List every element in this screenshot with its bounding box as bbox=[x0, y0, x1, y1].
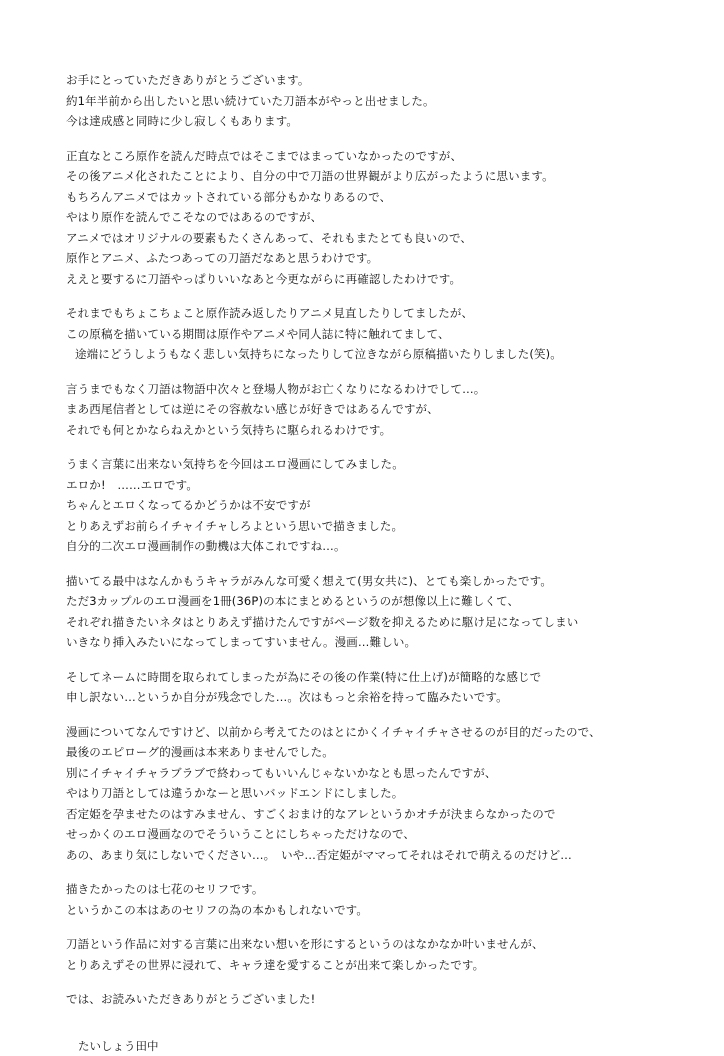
text-line: 約1年半前から出したいと思い続けていた刀語本がやっと出せました。 bbox=[66, 91, 666, 112]
text-line: アニメではオリジナルの要素もたくさんあって、それもまたとても良いので、 bbox=[66, 228, 666, 249]
paragraph-thanks bbox=[66, 989, 666, 1010]
text-line: それぞれ描きたいネタはとりあえず描けたんですがページ数を抑えるために駆け足になってしまい bbox=[66, 612, 666, 633]
text-line: うまく言葉に出来ない気持ちを今回はエロ漫画にしてみました。 bbox=[66, 454, 666, 475]
paragraph-manga-talk bbox=[66, 722, 666, 866]
text-line: やはり刀語としては違うかなーと思いバッドエンドにしました。 bbox=[66, 783, 666, 804]
paragraph-closing bbox=[66, 934, 666, 975]
text-line: 刀語という作品に対する言葉に出来ない想いを形にするというのはなかなか叶いませんが、 bbox=[66, 934, 666, 955]
paragraph-characters bbox=[66, 379, 666, 441]
paragraph-nanami bbox=[66, 879, 666, 920]
paragraph-making bbox=[66, 571, 666, 653]
text-line: その後アニメ化されたことにより、自分の中で刀語の世界観がより広がったように思います。 bbox=[66, 166, 666, 187]
text-line: 描きたかったのは七花のセリフです。 bbox=[66, 879, 666, 900]
text-line: 否定姫を孕ませたのはすみません、すごくおまけ的なアレというかオチが決まらなかったので bbox=[66, 804, 666, 825]
text-line: やはり原作を読んでこそなのではあるのですが、 bbox=[66, 207, 666, 228]
text-line: とりあえずお前らイチャイチャしろよという思いで描きました。 bbox=[66, 516, 666, 537]
text-line: まあ西尾信者としては逆にその容赦ない感じが好きではあるんですが、 bbox=[66, 399, 666, 420]
text-line: 別にイチャイチャラブラブで終わってもいいんじゃないかなとも思ったんですが、 bbox=[66, 763, 666, 784]
text-line: 原作とアニメ、ふたつあっての刀語だなあと思うわけです。 bbox=[66, 248, 666, 269]
text-line: 漫画についてなんですけど、以前から考えてたのはとにかくイチャイチャさせるのが目的だったので、 bbox=[66, 722, 666, 743]
text-line: というかこの本はあのセリフの為の本かもしれないです。 bbox=[66, 900, 666, 921]
text-line: 正直なところ原作を読んだ時点ではそこまではまっていなかったのですが、 bbox=[66, 146, 666, 167]
afterword-text-block bbox=[66, 70, 666, 1056]
paragraph-ero bbox=[66, 454, 666, 557]
text-line: ただ3カップルのエロ漫画を1冊(36P)の本にまとめるというのが想像以上に難しくて、 bbox=[66, 591, 666, 612]
text-line: それまでもちょこちょこと原作読み返したりアニメ見直したりしてましたが、 bbox=[66, 303, 666, 324]
paragraph-about-original bbox=[66, 146, 666, 290]
text-line: 描いてる最中はなんかもうキャラがみんな可愛く想えて(男女共に)、とても楽しかったです。 bbox=[66, 571, 666, 592]
text-line: ちゃんとエロくなってるかどうかは不安ですが bbox=[66, 495, 666, 516]
author-signature: たいしょう田中 bbox=[66, 1036, 666, 1056]
text-line: 途端にどうしようもなく悲しい気持ちになったりして泣きながら原稿描いたりしました(笑)。 bbox=[66, 344, 666, 365]
text-line: あの、あまり気にしないでください…。 いや…否定姫がママってそれはそれで萌えるのだけど… bbox=[66, 845, 666, 866]
text-line: ええと要するに刀語やっぱりいいなあと今更ながらに再確認したわけです。 bbox=[66, 269, 666, 290]
text-line: それでも何とかならねえかという気持ちに駆られるわけです。 bbox=[66, 420, 666, 441]
text-line: 最後のエピローグ的漫画は本来ありませんでした。 bbox=[66, 742, 666, 763]
text-line: エロか! ……エロです。 bbox=[66, 475, 666, 496]
text-line: そしてネームに時間を取られてしまったが為にその後の作業(特に仕上げ)が簡略的な感じで bbox=[66, 667, 666, 688]
text-line: 申し訳ない…というか自分が残念でした…。次はもっと余裕を持って臨みたいです。 bbox=[66, 687, 666, 708]
text-line: とりあえずその世界に浸れて、キャラ達を愛することが出来て楽しかったです。 bbox=[66, 955, 666, 976]
text-line: いきなり挿入みたいになってしまってすいません。漫画…難しい。 bbox=[66, 632, 666, 653]
text-line: 自分的二次エロ漫画制作の動機は大体これですね…。 bbox=[66, 536, 666, 557]
text-line: もちろんアニメではカットされている部分もかなりあるので、 bbox=[66, 187, 666, 208]
text-line: 今は達成感と同時に少し寂しくもあります。 bbox=[66, 111, 666, 132]
text-line: せっかくのエロ漫画なのでそういうことにしちゃっただけなので、 bbox=[66, 824, 666, 845]
paragraph-intro bbox=[66, 70, 666, 132]
text-line: お手にとっていただきありがとうございます。 bbox=[66, 70, 666, 91]
text-line: この原稿を描いている期間は原作やアニメや同人誌に特に触れてまして、 bbox=[66, 324, 666, 345]
text-line: では、お読みいただきありがとうございました! bbox=[66, 989, 666, 1010]
paragraph-rewatching bbox=[66, 303, 666, 365]
text-line: 言うまでもなく刀語は物語中次々と登場人物がお亡くなりになるわけでして…。 bbox=[66, 379, 666, 400]
paragraph-name-time bbox=[66, 667, 666, 708]
